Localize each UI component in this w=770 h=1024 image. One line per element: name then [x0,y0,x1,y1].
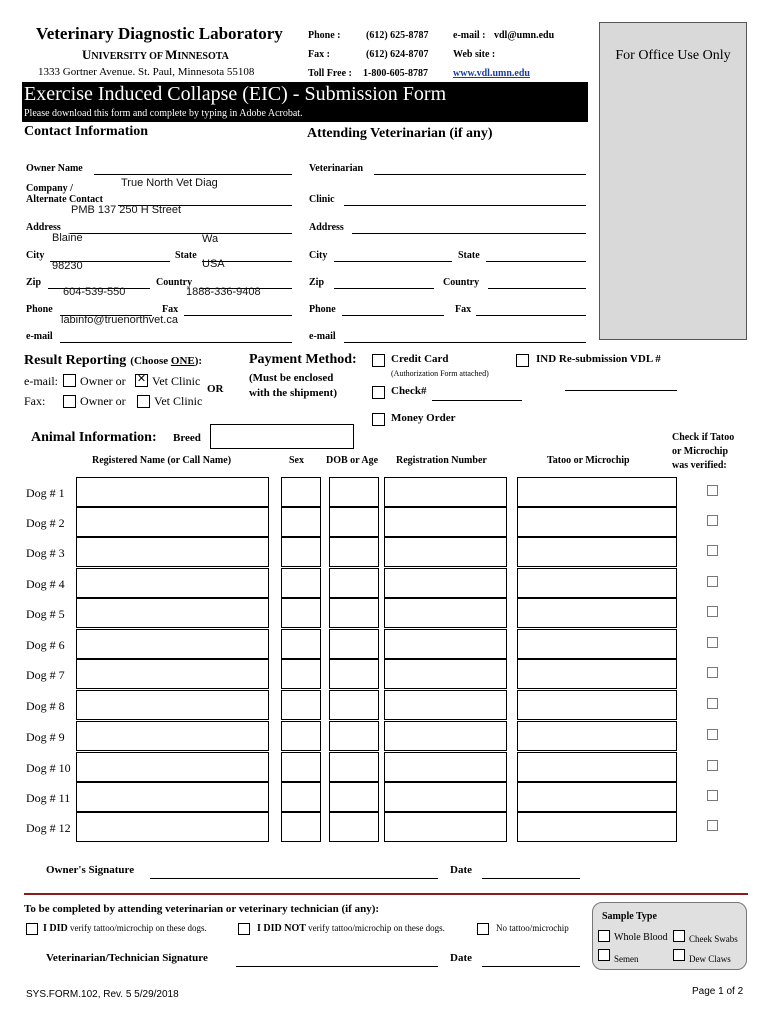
dog-reg-cell[interactable] [384,690,507,720]
contact-heading: Contact Information [24,124,149,139]
cheek-swabs-checkbox[interactable] [673,930,685,942]
dog-tatoo-cell[interactable] [517,629,677,659]
dog-reg-cell[interactable] [384,782,507,812]
fax-value-contact: 1888-336-9408 [186,286,261,298]
phone-label: Phone : [308,30,341,41]
dog-reg-cell[interactable] [384,537,507,567]
did-bold: I DID [43,923,68,934]
dog-name-cell[interactable] [76,812,269,842]
univ-m: M [165,47,178,62]
email-vet-checkbox[interactable]: ✕ [136,373,147,385]
dog-label: Dog # 9 [26,730,65,744]
dog-sex-cell[interactable] [281,782,321,812]
dog-reg-cell[interactable] [384,659,507,689]
no-tattoo-text: No tattoo/microchip [496,923,569,933]
result-email-label: e-mail: [24,374,58,388]
vettech-sig-field[interactable] [236,966,438,967]
univ-u: U [82,47,92,62]
dog-reg-cell[interactable] [384,812,507,842]
dog-sex-cell[interactable] [281,598,321,628]
email-owner-checkbox[interactable] [63,374,76,387]
verify-label-2: or Microchip [672,446,729,457]
zip-label: Zip [26,277,42,288]
company-label-1: Company / [26,183,73,194]
dog-sex-cell[interactable] [281,690,321,720]
dog-sex-cell[interactable] [281,507,321,537]
fax-label-contact: Fax [162,304,179,315]
semen-label: Semen [614,954,639,964]
email-vet-label: Vet Clinic [152,374,201,388]
verify-label-1: Check if Tatoo [672,432,735,443]
section-divider [24,893,748,895]
dog-sex-cell[interactable] [281,752,321,782]
result-heading-row [24,351,202,369]
fax-field[interactable] [184,315,292,316]
owner-name-label: Owner Name [26,163,83,174]
dog-reg-cell[interactable] [384,507,507,537]
dog-name-cell[interactable] [76,721,269,751]
fax-value: (612) 624-8707 [366,49,429,60]
dog-label: Dog # 3 [26,546,65,560]
vet-zip-label: Zip [309,277,325,288]
dog-verified-checkbox[interactable] [707,729,718,740]
choose-one: ONE [170,355,195,367]
vet-email-label: e-mail [309,331,336,342]
col-header-tatoo: Tatoo or Microchip [547,455,630,466]
sample-heading: Sample Type [602,911,657,922]
payment-heading: Payment Method: [249,352,357,367]
dog-name-cell[interactable] [76,752,269,782]
vet-country-label: Country [443,277,480,288]
lab-name: Veterinary Diagnostic Laboratory [36,24,283,43]
email-value: vdl@umn.edu [494,30,555,41]
dog-verified-checkbox[interactable] [707,698,718,709]
payment-note-2: with the shipment) [249,387,338,399]
dog-tatoo-cell[interactable] [517,659,677,689]
col-header-reg: Registration Number [396,455,487,466]
col-header-dob: DOB or Age [326,455,379,466]
vet-zip-field[interactable] [334,288,434,289]
dog-tatoo-cell[interactable] [517,721,677,751]
dog-reg-cell[interactable] [384,629,507,659]
dog-label: Dog # 5 [26,607,65,621]
dog-tatoo-cell[interactable] [517,812,677,842]
owner-sig-label: Owner's Signature [46,864,135,876]
dog-tatoo-cell[interactable] [517,598,677,628]
country-label: Country [156,277,193,288]
email-value-contact: labinfo@truenorthvet.ca [61,314,178,326]
dew-claws-label: Dew Claws [689,954,731,964]
state-value: Wa [202,233,219,245]
dog-verified-checkbox[interactable] [707,637,718,648]
dog-label: Dog # 1 [26,486,65,500]
dog-sex-cell[interactable] [281,629,321,659]
dog-dob-cell[interactable] [329,690,379,720]
dog-verified-checkbox[interactable] [707,606,718,617]
dog-dob-cell[interactable] [329,537,379,567]
owner-date-label: Date [450,864,472,876]
result-heading: Result Reporting [24,353,127,368]
vet-address-label: Address [309,222,344,233]
or-label: OR [207,383,224,395]
city-label: City [26,250,45,261]
dog-dob-cell[interactable] [329,752,379,782]
owner-sig-field[interactable] [150,878,438,879]
dog-reg-cell[interactable] [384,721,507,751]
state-label: State [175,250,197,261]
check-checkbox[interactable] [372,386,385,399]
whole-blood-checkbox[interactable] [598,930,610,942]
vet-label: Veterinarian [309,163,364,174]
vettech-date-field[interactable] [482,966,580,967]
dog-dob-cell[interactable] [329,507,379,537]
dog-name-cell[interactable] [76,629,269,659]
fax-label: Fax : [308,49,330,60]
country-value: USA [202,258,225,270]
vet-phone-field[interactable] [342,315,444,316]
lab-address: 1333 Gortner Avenue. St. Paul, Minnesota 55108 [38,66,255,78]
dog-verified-checkbox[interactable] [707,576,718,587]
dog-verified-checkbox[interactable] [707,760,718,771]
animal-heading: Animal Information: [31,430,157,445]
office-use-box [599,22,747,340]
vet-address-field[interactable] [352,233,586,234]
ind-resub-field[interactable] [565,390,677,391]
vettech-heading: To be completed by attending veterinarian or veterinary technician (if any): [24,903,380,915]
dog-name-cell[interactable] [76,598,269,628]
company-value: True North Vet Diag [121,177,218,189]
clinic-field[interactable] [344,205,586,206]
credit-card-checkbox[interactable] [372,354,385,367]
vet-country-field[interactable] [488,288,586,289]
dog-label: Dog # 7 [26,668,65,682]
did-not-verify-checkbox[interactable] [238,923,250,935]
dog-dob-cell[interactable] [329,598,379,628]
univ-mid: NIVERSITY OF [91,51,166,62]
address-value: PMB 137 250 H Street [71,204,182,216]
university-name [82,47,229,63]
univ-end: INNESOTA [177,51,229,62]
email-field[interactable] [60,342,292,343]
dog-reg-cell[interactable] [384,598,507,628]
choose-pre: (Choose [130,355,171,367]
fax-owner-checkbox[interactable] [63,395,76,408]
zip-value: 98230 [52,260,83,272]
dog-sex-cell[interactable] [281,477,321,507]
whole-blood-label: Whole Blood [614,932,668,943]
money-order-label: Money Order [391,412,456,424]
email-label: e-mail : [453,30,486,41]
vet-city-label: City [309,250,328,261]
form-title: Exercise Induced Collapse (EIC) - Submission Form [24,83,447,105]
email-owner-label: Owner or [80,374,126,388]
page-number: Page 1 of 2 [692,986,744,997]
vet-fax-field[interactable] [476,315,586,316]
result-fax-label: Fax: [24,394,46,408]
ind-resub-label: IND Re-submission VDL # [536,353,661,365]
dog-verified-checkbox[interactable] [707,515,718,526]
dog-dob-cell[interactable] [329,782,379,812]
col-header-sex: Sex [289,455,304,466]
dog-label: Dog # 10 [26,761,71,775]
title-banner [22,82,588,122]
payment-note-1: (Must be enclosed [249,372,334,384]
col-header-name: Registered Name (or Call Name) [92,455,232,466]
dog-tatoo-cell[interactable] [517,507,677,537]
dog-verified-checkbox[interactable] [707,667,718,678]
dew-claws-checkbox[interactable] [673,949,685,961]
dog-label: Dog # 2 [26,516,65,530]
breed-label: Breed [173,432,201,444]
dog-tatoo-cell[interactable] [517,477,677,507]
company-label-2: Alternate Contact [26,194,103,205]
fax-owner-label: Owner or [80,394,126,408]
vet-state-field[interactable] [486,261,586,262]
dog-label: Dog # 4 [26,577,65,591]
owner-date-field[interactable] [482,878,580,879]
tollfree-label: Toll Free : [308,68,352,79]
dog-reg-cell[interactable] [384,568,507,598]
phone-value: (612) 625-8787 [366,30,429,41]
form-subtitle: Please download this form and complete by typing in Adobe Acrobat. [24,108,303,119]
auth-note: (Authorization Form attached) [391,369,489,378]
vettech-sig-label: Veterinarian/Technician Signature [46,952,208,964]
phone-label-contact: Phone [26,304,53,315]
dog-tatoo-cell[interactable] [517,752,677,782]
did-not-verify-text [257,923,445,934]
did-verify-text [43,923,207,934]
website-label: Web site : [453,49,496,60]
dog-name-cell[interactable] [76,477,269,507]
owner-name-field[interactable] [94,174,292,175]
dog-sex-cell[interactable] [281,721,321,751]
dog-sex-cell[interactable] [281,812,321,842]
cheek-swabs-label: Cheek Swabs [689,934,738,944]
didnot-rest: verify tattoo/microchip on these dogs. [305,923,445,933]
address-label: Address [26,222,61,233]
dog-dob-cell[interactable] [329,477,379,507]
dog-sex-cell[interactable] [281,537,321,567]
address-field[interactable] [70,233,292,234]
attending-heading: Attending Veterinarian (if any) [307,126,493,141]
dog-dob-cell[interactable] [329,629,379,659]
dog-reg-cell[interactable] [384,752,507,782]
vet-email-field[interactable] [344,342,586,343]
check-number-field[interactable] [432,400,522,401]
dog-name-cell[interactable] [76,568,269,598]
money-order-checkbox[interactable] [372,413,385,426]
dog-label: Dog # 6 [26,638,65,652]
dog-label: Dog # 12 [26,821,71,835]
dog-verified-checkbox[interactable] [707,820,718,831]
form-id: SYS.FORM.102, Rev. 5 5/29/2018 [26,989,179,1000]
dog-reg-cell[interactable] [384,477,507,507]
dog-dob-cell[interactable] [329,568,379,598]
didnot-bold: I DID NOT [257,923,306,934]
semen-checkbox[interactable] [598,949,610,961]
dog-dob-cell[interactable] [329,721,379,751]
choose-post: ): [194,355,203,367]
email-label-contact: e-mail [26,331,53,342]
dog-verified-checkbox[interactable] [707,485,718,496]
dog-tatoo-cell[interactable] [517,690,677,720]
dog-name-cell[interactable] [76,690,269,720]
dog-verified-checkbox[interactable] [707,545,718,556]
vet-phone-label: Phone [309,304,336,315]
clinic-label: Clinic [309,194,335,205]
vettech-date-label: Date [450,952,472,964]
phone-value-contact: 604-539-550 [63,286,126,298]
dog-name-cell[interactable] [76,537,269,567]
did-verify-checkbox[interactable] [26,923,38,935]
tollfree-value: 1-800-605-8787 [363,68,428,79]
sample-type-box [592,902,747,970]
website-link[interactable]: www.vdl.umn.edu [453,68,530,79]
dog-tatoo-cell[interactable] [517,537,677,567]
dog-dob-cell[interactable] [329,812,379,842]
dog-verified-checkbox[interactable] [707,790,718,801]
vet-field[interactable] [374,174,586,175]
vet-fax-label: Fax [455,304,472,315]
dog-label: Dog # 8 [26,699,65,713]
credit-card-label: Credit Card [391,353,449,365]
fax-vet-checkbox[interactable] [137,395,150,408]
vet-state-label: State [458,250,480,261]
no-tattoo-checkbox[interactable] [477,923,489,935]
verify-label-3: was verified: [672,460,727,471]
dog-dob-cell[interactable] [329,659,379,689]
dog-sex-cell[interactable] [281,659,321,689]
dog-tatoo-cell[interactable] [517,782,677,812]
vet-city-field[interactable] [334,261,452,262]
ind-resub-checkbox[interactable] [516,354,529,367]
check-label: Check# [391,385,427,397]
fax-vet-label: Vet Clinic [154,394,203,408]
did-rest: verify tattoo/microchip on these dogs. [67,923,207,933]
dog-name-cell[interactable] [76,659,269,689]
breed-input[interactable] [210,424,354,449]
city-value: Blaine [52,232,83,244]
dog-name-cell[interactable] [76,782,269,812]
dog-label: Dog # 11 [26,791,71,805]
dog-tatoo-cell[interactable] [517,568,677,598]
dog-name-cell[interactable] [76,507,269,537]
office-use-label: For Office Use Only [615,48,731,63]
dog-sex-cell[interactable] [281,568,321,598]
